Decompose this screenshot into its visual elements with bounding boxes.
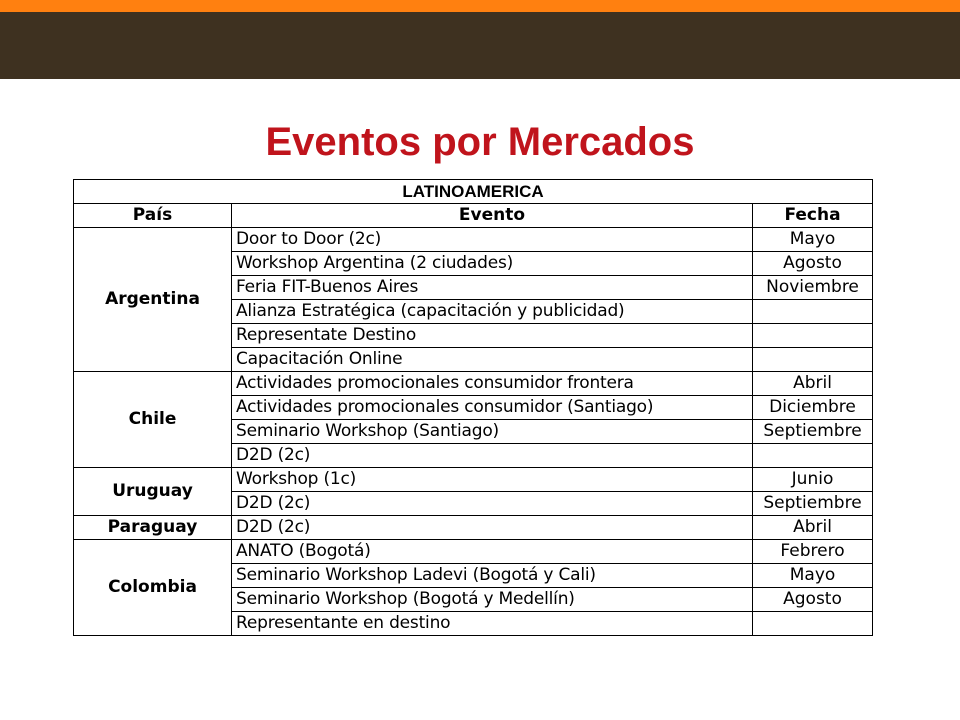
column-header-event: Evento — [232, 204, 753, 228]
date-cell: Agosto — [753, 588, 873, 612]
country-cell: Argentina — [74, 228, 232, 372]
event-cell: Representate Destino — [232, 324, 753, 348]
table-row — [74, 540, 873, 564]
top-accent-stripe — [0, 0, 960, 12]
region-header: LATINOAMERICA — [74, 180, 873, 204]
column-header-date: Fecha — [753, 204, 873, 228]
event-cell: Actividades promocionales consumidor (Santiago) — [232, 396, 753, 420]
event-cell: D2D (2c) — [232, 516, 753, 540]
date-cell — [753, 444, 873, 468]
column-header-row — [74, 204, 873, 228]
date-cell: Noviembre — [753, 276, 873, 300]
date-cell: Mayo — [753, 564, 873, 588]
event-cell: Representante en destino — [232, 612, 753, 636]
date-cell — [753, 300, 873, 324]
date-cell: Febrero — [753, 540, 873, 564]
table-row — [74, 516, 873, 540]
event-cell: Actividades promocionales consumidor frontera — [232, 372, 753, 396]
event-cell: D2D (2c) — [232, 444, 753, 468]
event-cell: Door to Door (2c) — [232, 228, 753, 252]
column-header-country: País — [74, 204, 232, 228]
events-table — [73, 179, 873, 636]
date-cell — [753, 348, 873, 372]
country-cell: Chile — [74, 372, 232, 468]
country-cell: Paraguay — [74, 516, 232, 540]
table-row — [74, 228, 873, 252]
date-cell: Septiembre — [753, 420, 873, 444]
event-cell: D2D (2c) — [232, 492, 753, 516]
date-cell: Diciembre — [753, 396, 873, 420]
event-cell: Feria FIT-Buenos Aires — [232, 276, 753, 300]
date-cell — [753, 324, 873, 348]
event-cell: Capacitación Online — [232, 348, 753, 372]
table-row — [74, 468, 873, 492]
header-band — [0, 12, 960, 79]
page-title: Eventos por Mercados — [265, 120, 695, 164]
event-cell: Workshop (1c) — [232, 468, 753, 492]
date-cell: Septiembre — [753, 492, 873, 516]
date-cell: Mayo — [753, 228, 873, 252]
events-table-body — [74, 228, 873, 636]
event-cell: ANATO (Bogotá) — [232, 540, 753, 564]
date-cell — [753, 612, 873, 636]
date-cell: Abril — [753, 516, 873, 540]
event-cell: Workshop Argentina (2 ciudades) — [232, 252, 753, 276]
event-cell: Seminario Workshop (Bogotá y Medellín) — [232, 588, 753, 612]
event-cell: Seminario Workshop Ladevi (Bogotá y Cali) — [232, 564, 753, 588]
region-row — [74, 180, 873, 204]
country-cell: Colombia — [74, 540, 232, 636]
date-cell: Junio — [753, 468, 873, 492]
date-cell: Agosto — [753, 252, 873, 276]
event-cell: Seminario Workshop (Santiago) — [232, 420, 753, 444]
event-cell: Alianza Estratégica (capacitación y publicidad) — [232, 300, 753, 324]
date-cell: Abril — [753, 372, 873, 396]
table-row — [74, 372, 873, 396]
country-cell: Uruguay — [74, 468, 232, 516]
